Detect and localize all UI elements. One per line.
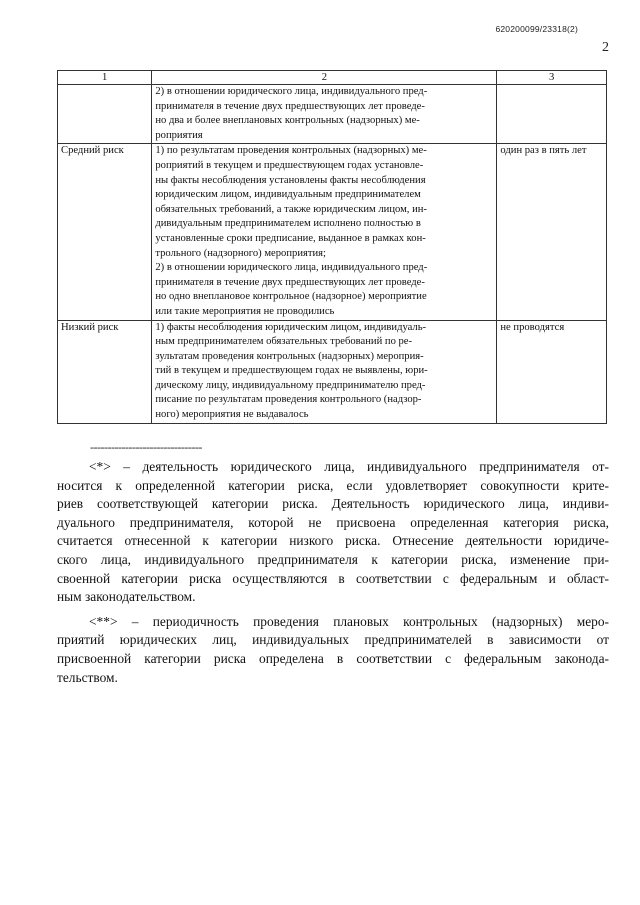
criteria-cell (152, 85, 497, 144)
footnote-line: тельством. (57, 669, 118, 685)
footnote-line: ным законодательством. (57, 589, 196, 605)
criteria-line: дическому лицу, индивидуальному предпринимателю пред- (155, 379, 426, 391)
criteria-cell (152, 320, 497, 423)
footnote-line: приятий юридических лиц, индивидуальных предпринимателей в зависимости от (57, 632, 609, 648)
footnote-line: считается отнесенной к категории низкого риска. Отнесение деятельности юридиче- (57, 533, 609, 549)
criteria-line: 2) в отношении юридического лица, индивидуального пред- (155, 86, 428, 97)
criteria-line: 2) в отношении юридического лица, индивидуального пред- (155, 262, 428, 274)
footnote-paragraph (57, 613, 609, 687)
criteria-line: роприятия (155, 129, 203, 141)
footnotes (57, 458, 609, 687)
criteria-cell (152, 144, 497, 320)
risk-category-cell: Средний риск (58, 144, 152, 320)
column-header: 1 (58, 71, 152, 85)
table-row (58, 320, 607, 423)
column-header: 3 (497, 71, 607, 85)
page-number: 2 (602, 40, 609, 55)
inspection-frequency-cell: один раз в пять лет (497, 144, 607, 320)
criteria-line: но два и более внеплановых контрольных (надзорных) ме- (155, 115, 420, 127)
document-id: 620200099/23318(2) (495, 24, 578, 34)
table-row (58, 85, 607, 144)
footnote-line: <*> – деятельность юридического лица, индивидуального предпринимателя от- (89, 459, 609, 474)
footnote-line: риев соответствующей категории риска. Деятельность юридического лица, индиви- (57, 496, 609, 512)
footnote-line: дуального предпринимателя, которой не присвоена определенная категория риска, (57, 514, 609, 530)
risk-category-cell: Низкий риск (58, 320, 152, 423)
criteria-line: ного) мероприятия не выдавалось (155, 409, 309, 421)
inspection-frequency-cell: не проводятся (497, 320, 607, 423)
table-header-row (58, 71, 607, 85)
criteria-line: установленные сроки предписание, выданное в рамках кон- (155, 232, 426, 244)
footnote-line: ского лица, индивидуального предпринимателя к категории риска, изменение при- (57, 551, 609, 567)
criteria-line: трольного (надзорного) мероприятия; (155, 247, 326, 259)
footnote-line: <**> – периодичность проведения плановых контрольных (надзорных) меро- (89, 613, 609, 629)
table-body (58, 85, 607, 424)
footnote-paragraph (57, 458, 609, 607)
footnote-separator: -------------------------------- (90, 440, 202, 454)
footnote-line: присвоенной категории риска определена в соответствии с федеральным законода- (57, 650, 609, 666)
criteria-line: зультатам проведения контрольных (надзорных) мероприя- (155, 350, 424, 362)
table-row (58, 144, 607, 320)
criteria-line: обязательных требований, а также юридическим лицом, ин- (155, 203, 427, 215)
criteria-line: писание по результатам проведения контрольного (надзор- (155, 394, 422, 406)
criteria-line: роприятий в текущем и предшествующем годах установле- (155, 159, 424, 171)
criteria-line: принимателя в течение двух предшествующих лет проведе- (155, 276, 425, 288)
criteria-line: дивидуальным предпринимателем исполнено полностью в (155, 218, 421, 230)
risk-category-cell (58, 85, 152, 144)
criteria-line: ным предпринимателем обязательных требований по ре- (155, 336, 413, 348)
footnote-line: своенной категории риска осуществляются в соответствии с федеральным и област- (57, 570, 609, 586)
criteria-line: но одно внеплановое контрольное (надзорное) мероприятие (155, 291, 427, 303)
criteria-line: юридическим лицом, индивидуальным предпринимателем (155, 189, 421, 201)
criteria-line: 1) факты несоблюдения юридическим лицом, индивидуаль- (155, 321, 427, 333)
criteria-line: ны факты несоблюдения установлены факты несоблюдения (155, 174, 426, 186)
criteria-line: или такие мероприятия не проводились (155, 305, 335, 317)
criteria-line: принимателя в течение двух предшествующих лет проведе- (155, 100, 425, 112)
footnote-line: носится к определенной категории риска, если удовлетворяет совокупности крите- (57, 477, 609, 493)
criteria-line: тий в текущем и предшествующем годах не выявлены, юри- (155, 365, 428, 377)
risk-criteria-table (57, 70, 607, 424)
inspection-frequency-cell (497, 85, 607, 144)
column-header: 2 (152, 71, 497, 85)
criteria-line: 1) по результатам проведения контрольных (надзорных) ме- (155, 145, 427, 157)
